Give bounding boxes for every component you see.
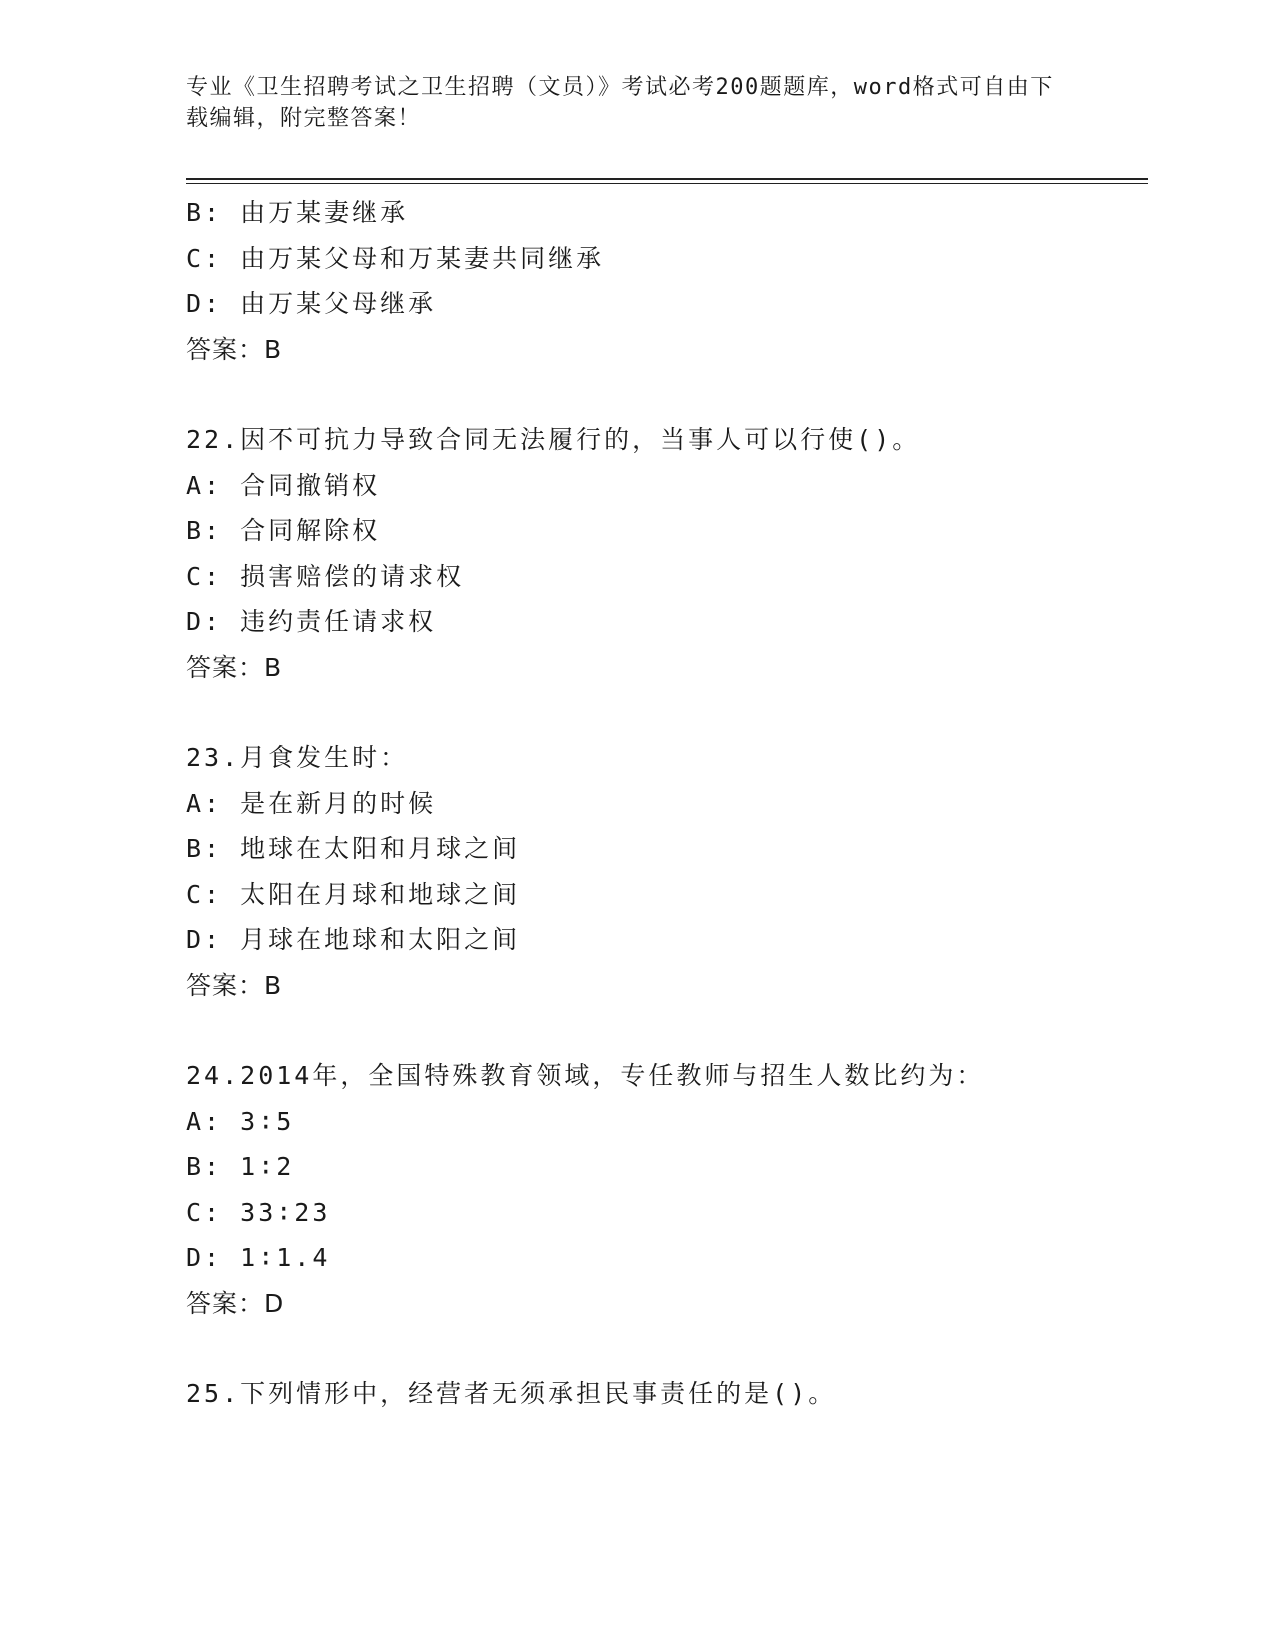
answer-line: 答案：B <box>186 334 283 364</box>
option-c: C: 损害赔偿的请求权 <box>186 561 465 591</box>
option-c: C: 由万某父母和万某妻共同继承 <box>186 243 605 273</box>
answer-line: 答案：D <box>186 1288 285 1318</box>
option-d: D: 由万某父母继承 <box>186 289 437 318</box>
answer-line: 答案：B <box>186 652 283 682</box>
option-b: B: 1∶2 <box>186 1152 295 1181</box>
option-b: B: 由万某妻继承 <box>186 198 409 227</box>
question-21-continuation <box>186 190 1146 372</box>
question-list <box>186 190 1146 1417</box>
option-d: D: 违约责任请求权 <box>186 607 437 636</box>
document-header: 专业《卫生招聘考试之卫生招聘（文员）》考试必考200题题库，word格式可自由下载编辑，附完整答案！ <box>186 75 1054 131</box>
option-b: B: 合同解除权 <box>186 516 381 545</box>
question-23 <box>186 735 1146 1008</box>
header-divider-thick <box>186 178 1148 180</box>
answer-line: 答案：B <box>186 970 283 1000</box>
option-a: A: 合同撤销权 <box>186 470 381 500</box>
option-c: C: 33∶23 <box>186 1197 331 1227</box>
question-22 <box>186 417 1146 690</box>
option-d: D: 月球在地球和太阳之间 <box>186 925 521 954</box>
option-a: A: 3∶5 <box>186 1106 295 1136</box>
question-stem: 24.2014年，全国特殊教育领域，专任教师与招生人数比约为： <box>186 1061 985 1090</box>
option-d: D: 1∶1.4 <box>186 1243 331 1272</box>
option-a: A: 是在新月的时候 <box>186 788 437 818</box>
question-stem: 25.下列情形中，经营者无须承担民事责任的是()。 <box>186 1379 837 1408</box>
question-25 <box>186 1371 1146 1417</box>
question-stem: 22.因不可抗力导致合同无法履行的，当事人可以行使()。 <box>186 425 921 454</box>
option-b: B: 地球在太阳和月球之间 <box>186 834 521 863</box>
option-c: C: 太阳在月球和地球之间 <box>186 879 521 909</box>
header-divider-thin <box>186 183 1148 184</box>
question-stem: 23.月食发生时： <box>186 743 409 772</box>
question-24 <box>186 1053 1146 1326</box>
